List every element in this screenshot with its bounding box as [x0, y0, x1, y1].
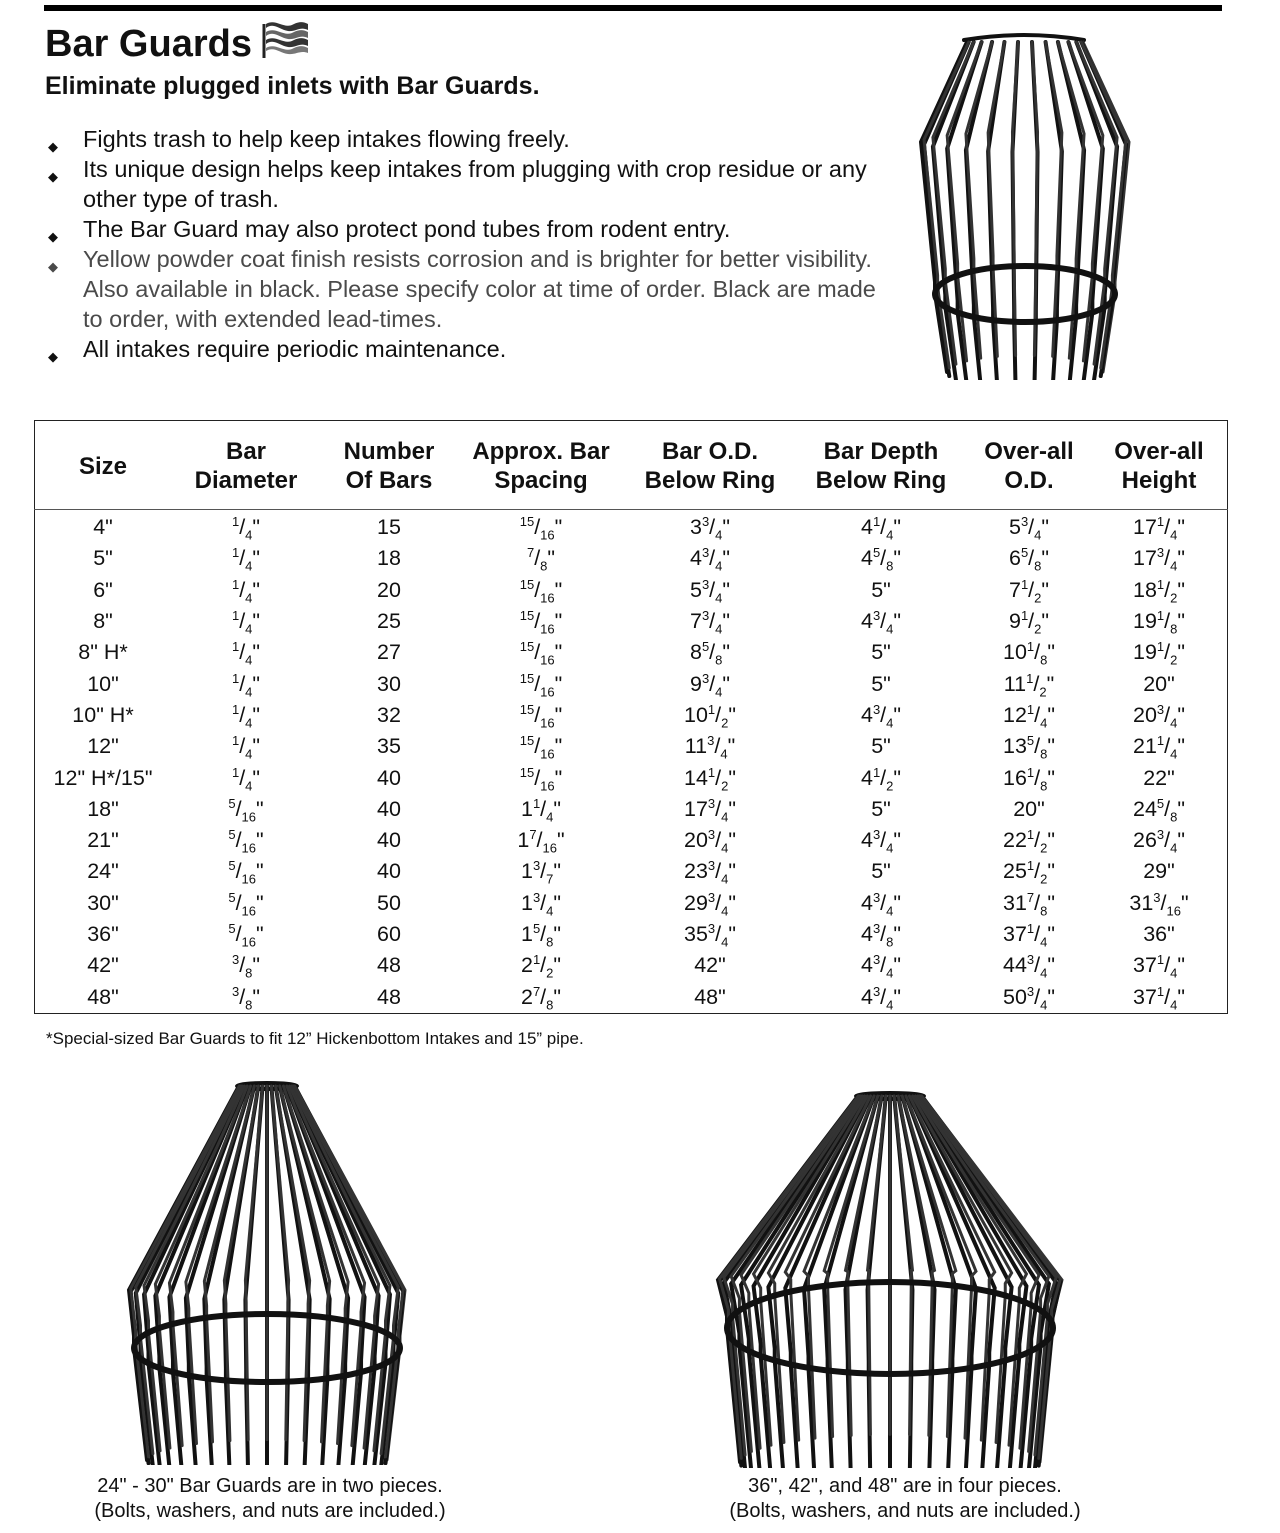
column-header	[1091, 421, 1228, 510]
bar-guard-photo-four-piece	[700, 1090, 1085, 1468]
table-cell: $^5/_{16}$"	[228, 889, 264, 918]
table-cell: $^{15}/_{16}$"	[519, 764, 563, 793]
table-cell: $25^1/_2$"	[1002, 858, 1055, 887]
table-cell: 42"	[694, 953, 726, 978]
table-cell: 5"	[871, 859, 891, 884]
table-row	[35, 575, 1228, 606]
table-cell: 10"	[87, 671, 119, 696]
header-line: Bar	[225, 438, 267, 465]
table-cell: 10" H*	[72, 702, 134, 727]
table-cell: 12"	[87, 734, 119, 759]
footnote: *Special-sized Bar Guards to fit 12” Hickenbottom Intakes and 15” pipe.	[46, 1029, 584, 1048]
table-cell: $^5/_{16}$"	[228, 826, 264, 856]
feature-text: Fights trash to help keep intakes flowing freely.	[83, 126, 570, 152]
table-cell: $7^1/_2$"	[1008, 576, 1050, 606]
table-cell: $^1/_4$"	[231, 733, 261, 762]
table-cell: $2^7/_8$"	[520, 983, 562, 1012]
diamond-bullet-icon: ◆	[48, 139, 58, 154]
table-cell: 5"	[871, 640, 891, 665]
table-cell: $1^3/_7$"	[520, 858, 562, 887]
spec-table	[34, 420, 1228, 1014]
table-cell: $4^1/_2$"	[860, 764, 902, 793]
header-line: Bar O.D.	[661, 438, 759, 465]
table-row	[35, 731, 1228, 762]
table-cell: $4^3/_4$"	[860, 607, 902, 637]
table-cell: $^1/_4$"	[231, 545, 261, 574]
table-cell: 40	[377, 765, 401, 790]
table-cell: $^{15}/_{16}$"	[519, 576, 563, 606]
table-cell: $^7/_8$"	[526, 545, 556, 574]
table-cell: $4^3/_4$"	[860, 952, 902, 981]
top-rule	[44, 5, 1222, 11]
caption-four-piece	[700, 1474, 1110, 1524]
table-cell: 20"	[1143, 671, 1175, 696]
table-cell: 48	[377, 953, 401, 978]
subtitle: Eliminate plugged inlets with Bar Guards.	[45, 72, 540, 100]
table-cell: $50^3/_4$"	[1002, 983, 1055, 1012]
table-cell: 4"	[93, 515, 113, 540]
table-cell: $9^1/_2$"	[1008, 607, 1050, 637]
table-cell: $5^3/_4$"	[1008, 513, 1050, 543]
table-row	[35, 700, 1228, 731]
table-cell: $4^3/_4$"	[860, 701, 902, 731]
caption-line: 24" - 30" Bar Guards are in two pieces.	[97, 1475, 443, 1497]
table-cell: 24"	[87, 859, 119, 884]
table-cell: 50	[377, 890, 401, 915]
table-cell: $^1/_4$"	[231, 701, 261, 731]
table-cell: $1^5/_8$"	[520, 920, 562, 950]
table-cell: $23^3/_4$"	[683, 858, 736, 887]
table-cell: 48"	[87, 984, 119, 1009]
table-cell: 15	[377, 515, 401, 540]
header-line: Over-all	[984, 438, 1074, 465]
table-cell: $1^1/_4$"	[520, 795, 562, 825]
table-cell: $9^3/_4$"	[689, 670, 731, 699]
table-cell: $7^3/_4$"	[689, 607, 731, 637]
table-cell: $3^3/_4$"	[689, 513, 731, 543]
feature-text: The Bar Guard may also protect pond tubes from rodent entry.	[83, 216, 731, 242]
table-row	[35, 762, 1228, 793]
table-cell: 40	[377, 796, 401, 821]
table-cell: 36"	[1143, 922, 1175, 946]
table-row	[35, 856, 1228, 887]
header-line: O.D.	[1004, 467, 1054, 494]
diamond-bullet-icon: ◆	[48, 229, 58, 244]
flag-icon	[260, 18, 310, 70]
table-cell: $^3/_8$"	[231, 983, 261, 1012]
diamond-bullet-icon: ◆	[48, 259, 58, 274]
table-cell: $^3/_8$"	[231, 952, 261, 981]
table-cell: $20^3/_4$"	[683, 826, 736, 856]
feature-text: Its unique design helps keep intakes from plugging with crop residue or any other type of trash.	[83, 156, 867, 212]
header-line: Of Bars	[345, 467, 433, 494]
column-header	[625, 421, 795, 510]
table-cell: 42"	[87, 953, 119, 978]
column-header	[171, 421, 321, 510]
table-cell: $^{15}/_{16}$"	[519, 701, 563, 731]
table-cell: $4^3/_4$"	[860, 826, 902, 856]
bar-guard-bars-top	[921, 42, 1129, 380]
table-cell: $4^3/_4$"	[860, 889, 902, 918]
table-cell: 6"	[93, 577, 113, 602]
table-cell: $26^3/_4$"	[1132, 826, 1185, 856]
table-cell: $20^3/_4$"	[1132, 701, 1185, 731]
table-cell: 27	[377, 640, 401, 665]
column-header	[321, 421, 457, 510]
table-cell: 20"	[1013, 796, 1045, 821]
table-cell: 5"	[93, 546, 113, 571]
table-cell: 48	[377, 984, 401, 1009]
header-line: Spacing	[494, 467, 588, 494]
table-cell: $1^7/_{16}$"	[517, 826, 565, 856]
header-line: Number	[343, 438, 435, 465]
table-cell: $10^1/_2$"	[683, 701, 736, 731]
table-cell: $^{15}/_{16}$"	[519, 670, 563, 699]
table-cell: $17^1/_4$"	[1132, 513, 1185, 543]
header-line: Diameter	[194, 467, 298, 494]
page-title	[45, 18, 310, 70]
table-cell: $^1/_4$"	[231, 576, 261, 606]
spec-table-body	[35, 510, 1228, 1014]
table-cell: 36"	[87, 922, 119, 946]
wire-bar	[1046, 42, 1062, 356]
feature-item	[45, 124, 895, 154]
table-cell: $^{15}/_{16}$"	[519, 639, 563, 668]
page-title-text: Bar Guards	[45, 22, 252, 65]
table-cell: $4^3/_4$"	[689, 545, 731, 574]
table-cell: $37^1/_4$"	[1132, 952, 1185, 981]
table-cell: $8^5/_8$"	[689, 639, 731, 668]
table-cell: 8" H*	[78, 640, 128, 665]
table-cell: $^{15}/_{16}$"	[519, 513, 563, 543]
table-cell: $^{15}/_{16}$"	[519, 733, 563, 762]
header-line: Height	[1121, 467, 1197, 494]
table-cell: $37^1/_4$"	[1002, 920, 1055, 950]
column-header	[457, 421, 625, 510]
table-cell: 5"	[871, 577, 891, 602]
table-row	[35, 543, 1228, 574]
table-row	[35, 637, 1228, 668]
table-cell: 40	[377, 828, 401, 853]
table-cell: 30	[377, 671, 401, 696]
feature-list	[45, 124, 895, 364]
table-cell: $13^5/_8$"	[1002, 733, 1055, 762]
table-row	[35, 606, 1228, 637]
table-cell: $^5/_{16}$"	[228, 920, 264, 950]
table-cell: $14^1/_2$"	[683, 764, 736, 793]
bar-guard-photo-top	[912, 32, 1137, 380]
table-cell: $22^1/_2$"	[1002, 826, 1055, 856]
header-line: Bar Depth	[823, 438, 939, 465]
table-cell: $4^1/_4$"	[860, 513, 902, 543]
table-cell: $35^3/_4$"	[683, 920, 736, 950]
table-row	[35, 950, 1228, 981]
table-cell: $19^1/_8$"	[1132, 607, 1185, 637]
feature-item	[45, 214, 895, 244]
table-cell: 48"	[694, 984, 726, 1009]
table-row	[35, 888, 1228, 919]
wire-bar	[988, 42, 1004, 356]
feature-item	[45, 334, 895, 364]
table-cell: $17^3/_4$"	[683, 795, 736, 825]
table-header-row	[35, 421, 1228, 510]
table-row	[35, 794, 1228, 825]
table-cell: $11^3/_4$"	[684, 733, 736, 762]
diamond-bullet-icon: ◆	[48, 169, 58, 184]
feature-item	[45, 244, 895, 334]
caption-two-piece	[70, 1474, 470, 1524]
table-cell: $29^3/_4$"	[683, 889, 736, 918]
table-cell: $4^5/_8$"	[860, 545, 902, 574]
table-cell: $^1/_4$"	[231, 639, 261, 668]
column-header	[795, 421, 967, 510]
header-line: Over-all	[1114, 438, 1204, 465]
header-line: Size	[78, 452, 128, 480]
table-cell: $18^1/_2$"	[1132, 576, 1185, 606]
table-cell: 30"	[87, 890, 119, 915]
table-cell: $4^3/_8$"	[860, 920, 902, 950]
table-row	[35, 825, 1228, 856]
table-cell: $^5/_{16}$"	[228, 795, 264, 825]
table-cell: $4^3/_4$"	[860, 983, 902, 1012]
table-row	[35, 668, 1228, 699]
table-cell: 8"	[93, 609, 113, 634]
table-cell: 32	[377, 702, 401, 727]
table-cell: 5"	[871, 734, 891, 759]
table-cell: $16^1/_8$"	[1002, 764, 1055, 793]
table-cell: $^1/_4$"	[231, 513, 261, 543]
table-cell: $11^1/_2$"	[1003, 670, 1055, 699]
table-cell: 35	[377, 734, 401, 759]
table-cell: 40	[377, 859, 401, 884]
table-cell: $21^1/_4$"	[1132, 733, 1185, 762]
feature-item	[45, 154, 895, 214]
column-header	[35, 421, 172, 510]
table-cell: 18"	[87, 796, 119, 821]
table-cell: $2^1/_2$"	[520, 952, 562, 981]
table-cell: $37^1/_4$"	[1132, 983, 1185, 1012]
table-cell: $17^3/_4$"	[1132, 545, 1185, 574]
caption-line: (Bolts, washers, and nuts are included.)	[729, 1500, 1081, 1522]
table-cell: $^1/_4$"	[231, 607, 261, 637]
column-header	[967, 421, 1091, 510]
table-cell: 22"	[1143, 765, 1175, 790]
bar-guard-photo-two-piece	[120, 1080, 420, 1465]
table-cell: $31^7/_8$"	[1002, 889, 1055, 918]
table-row	[35, 981, 1228, 1013]
table-cell: $^5/_{16}$"	[228, 858, 264, 887]
diamond-bullet-icon: ◆	[48, 349, 58, 364]
table-cell: 5"	[871, 796, 891, 821]
table-cell: 12" H*/15"	[53, 765, 153, 790]
header-line: Approx. Bar	[472, 438, 610, 465]
table-cell: $19^1/_2$"	[1132, 639, 1185, 668]
table-row	[35, 919, 1228, 950]
header-line: Below Ring	[815, 467, 947, 494]
table-cell: $5^3/_4$"	[689, 576, 731, 606]
feature-text: Yellow powder coat finish resists corrosion and is brighter for better visibility. Also available in black. Please specify color at time of order. Black are made to order, with extended lead-times.	[83, 246, 876, 332]
table-row	[35, 510, 1228, 544]
table-cell: $10^1/_8$"	[1002, 639, 1055, 668]
table-cell: 18	[377, 546, 401, 571]
table-cell: $6^5/_8$"	[1008, 545, 1050, 574]
caption-line: (Bolts, washers, and nuts are included.)	[94, 1500, 446, 1522]
table-cell: $44^3/_4$"	[1002, 952, 1055, 981]
caption-line: 36", 42", and 48" are in four pieces.	[748, 1475, 1062, 1497]
table-cell: 5"	[871, 671, 891, 696]
table-cell: 20	[377, 577, 401, 602]
table-cell: $^1/_4$"	[231, 764, 261, 793]
table-cell: 21"	[87, 828, 119, 853]
table-cell: 60	[377, 922, 401, 946]
table-cell: $^1/_4$"	[231, 670, 261, 699]
table-cell: 25	[377, 609, 401, 634]
table-cell: $24^5/_8$"	[1132, 795, 1185, 825]
header-line: Below Ring	[644, 467, 776, 494]
table-cell: $^{15}/_{16}$"	[519, 607, 563, 637]
table-cell: 29"	[1143, 859, 1175, 884]
feature-text: All intakes require periodic maintenance.	[83, 336, 507, 362]
table-cell: $31^3/_{16}$"	[1129, 889, 1189, 918]
table-cell: $1^3/_4$"	[520, 889, 562, 918]
table-cell: $12^1/_4$"	[1002, 701, 1055, 731]
